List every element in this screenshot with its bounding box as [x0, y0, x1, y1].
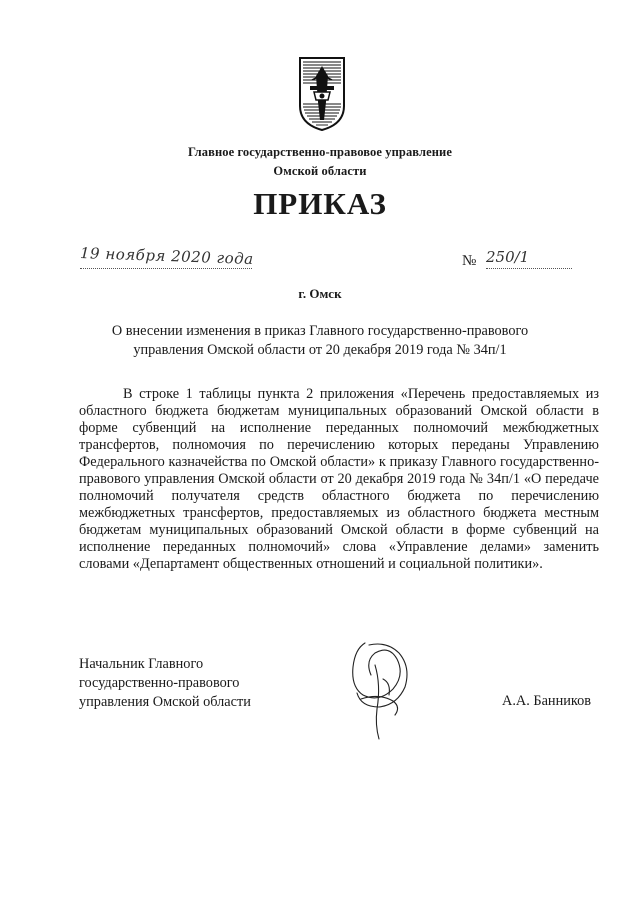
number-underline [486, 268, 572, 269]
position-line3: управления Омской области [79, 694, 251, 710]
organization-name-line2: Омской области [273, 164, 367, 178]
subject-line1: О внесении изменения в приказ Главного государственно-правового [111, 323, 529, 339]
subject-line2: управления Омской области от 20 декабря 2019 года № 34п/1 [133, 342, 507, 358]
organization-name-line1: Главное государственно-правовое управление [187, 145, 453, 159]
body-paragraph: В строке 1 таблицы пункта 2 приложения «Перечень предоставляемых из областного бюджета бюджетам муниципальных образований Омской области в форме субвенций на исполнение переданных полномочий межбюджетных трансфертов, полномочия по перечислению которых переданы Управлению Федерального казначейства по Омской области» к приказу Главного государственно-правового управления Омской области от 20 декабря 2019 года № 34п/1 «О передаче полномочий получателя средств областного бюджета по перечислению межбюджетных трансфертов, предоставляемых из областного бюджета местным бюджетам муниципальных образований Омской области в форме субвенций на исполнение переданных полномочий» слова «Управление делами» заменить словами «Департамент общественных отношений и социальной политики». [79, 386, 599, 572]
document-subject [90, 322, 550, 360]
position-line1: Начальник Главного [79, 656, 204, 672]
document-body [79, 386, 599, 573]
signature-icon [335, 635, 425, 745]
coat-of-arms-icon [298, 56, 346, 132]
number-label: № [462, 253, 477, 269]
position-line2: государственно-правового [79, 675, 240, 691]
document-date: 19 ноября 2020 года [79, 243, 254, 269]
city-name: г. Омск [298, 286, 342, 301]
signatory-position [79, 655, 251, 712]
signatory-name: А.А. Банников [502, 693, 591, 709]
date-underline [80, 268, 252, 269]
document-title: ПРИКАЗ [253, 186, 387, 221]
document-number: 250/1 [486, 248, 530, 266]
